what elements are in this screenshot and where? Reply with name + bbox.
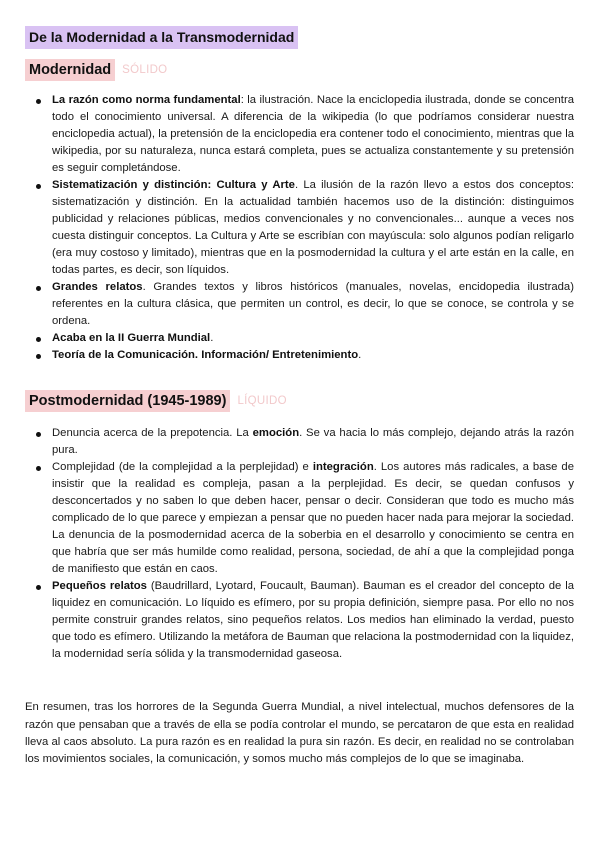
bullet-icon <box>36 99 41 104</box>
bullet-icon <box>36 184 41 189</box>
list-item <box>36 347 574 364</box>
list-item <box>36 177 574 279</box>
item-text-pre: Complejidad (de la complejidad a la perplejidad) e <box>52 461 313 473</box>
bullet-icon <box>36 466 41 471</box>
section-heading-modernidad <box>25 59 167 81</box>
section-title: Postmodernidad (1945-1989) <box>25 390 230 412</box>
conclusion-paragraph: En resumen, tras los horrores de la Segunda Guerra Mundial, a nivel intelectual, muchos defensores de la razón que pensaban que a través de ella se podía controlar el mundo, se percataron de que esta en realidad lleva al caos absoluto. La pura razón es en realidad la pura sin razón. Es decir, en realidad no se controlaban los movimientos sociales, la comunicación, y somos mucho más complejos de lo que se imaginaba. <box>25 701 574 765</box>
item-text: . <box>210 332 214 344</box>
item-text: . Grandes textos y libros históricos (manuales, novelas, encidopedia ilustrada) referentes en la cultura clásica, que permiten un control, es decir, lo que se conoce, se controla y se ordena. <box>52 281 574 327</box>
section-tag: LÍQUIDO <box>237 395 287 407</box>
list-item <box>36 459 574 578</box>
item-text: (Baudrillard, Lyotard, Foucault, Bauman). Bauman es el creador del concepto de la liquidez en comunicación. Lo líquido es efímero, por su propia definición, siempre pasa. Por ello no nos permite construir grandes relatos, sino pequeños relatos. Los medios han eliminado la verdad, puesto que todo es efímero. Utilizando la metáfora de Bauman que relaciona la postmodernidad con la liquidez, la modernidad sería sólida y la transmodernidad gaseosa. <box>52 580 574 660</box>
section-heading-postmodernidad <box>25 390 287 412</box>
section-tag: SÓLIDO <box>122 64 168 76</box>
section-title: Modernidad <box>25 59 115 81</box>
bullet-icon <box>36 354 41 359</box>
postmodernidad-list <box>36 425 574 663</box>
item-text: . Se va hacia lo más complejo, dejando atrás la razón pura. <box>52 427 574 456</box>
item-keyword: Grandes relatos <box>52 281 143 293</box>
modernidad-list <box>36 92 574 364</box>
item-text: . La ilusión de la razón llevo a estos dos conceptos: sistematización y distinción. En la actualidad también hacemos uso de la distinción: distinguimos publicidad y relaciones públicas, medios convencionales y no convencionales... aunque a veces nos cuesta distinguir conceptos. La Cultura y Arte se escribían con mayúscula: solo algunos podían religarlo (era muy costoso y limitado), mientras que en la posmodernidad la cultura y el arte están en la calle, en todas partes, es decir, son líquidos. <box>52 179 575 276</box>
list-item <box>36 330 574 347</box>
item-keyword: La razón como norma fundamental <box>52 94 241 106</box>
bullet-icon <box>36 286 41 291</box>
bullet-icon <box>36 432 41 437</box>
item-keyword: emoción <box>252 427 300 439</box>
bullet-icon <box>36 585 41 590</box>
list-item <box>36 578 574 663</box>
document-title: De la Modernidad a la Transmodernidad <box>25 26 298 49</box>
item-text-pre: Denuncia acerca de la prepotencia. La <box>52 427 253 439</box>
item-text: . <box>358 349 362 361</box>
item-keyword: Teoría de la Comunicación. Información/ Entretenimiento <box>52 349 359 361</box>
item-keyword: Pequeños relatos <box>52 580 147 592</box>
item-keyword: Acaba en la II Guerra Mundial <box>52 332 211 344</box>
item-keyword: Sistematización y distinción: Cultura y Arte <box>52 179 295 191</box>
list-item <box>36 279 574 330</box>
bullet-icon <box>36 337 41 342</box>
item-text: . Los autores más radicales, a base de insistir que la realidad es compleja, pasan a la perplejidad. Es decir, se quedan confusos y desconcertados y no saben lo que deben hacer, pensar o decir. Consideran que todo es mucho más complicado de lo que parece y empiezan a pensar que no pueden hacer nada para mejorar la sociedad. La denuncia de la posmodernidad acerca de la soberbia en el desarrollo y conocimiento se centra en que habría que ser más humilde como realidad, persona, sociedad, de ahí a que la complejidad ponga de manifiesto que están en caos. <box>52 461 574 575</box>
item-keyword: integración <box>312 461 374 473</box>
list-item <box>36 425 574 459</box>
list-item <box>36 92 574 177</box>
item-text: : la ilustración. Nace la enciclopedia ilustrada, donde se concentra todo el conocimiento universal. A diferencia de la wikipedia (lo que podríamos considerar nuestra enciclopedia actual), la pretensión de la enciclopedia era contener todo el conocimiento, mientras que la wikipedia, por su naturaleza, nunca estará completa, pues se actualiza constantemente y su pretensión es seguir completándose. <box>52 94 574 174</box>
